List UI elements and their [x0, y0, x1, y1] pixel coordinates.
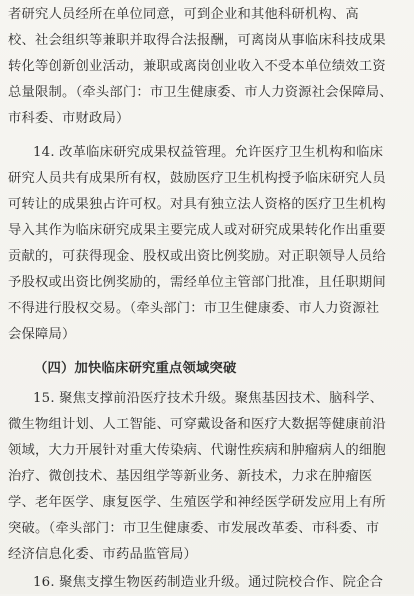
text-line: 市科委、市财政局）: [8, 111, 130, 126]
paragraph-14-heading: 14. 改革临床研究成果权益管理。允许医疗卫生机构和临床: [33, 145, 384, 160]
section-heading: （四）加快临床研究重点领域突破: [34, 361, 237, 376]
paragraph-15-heading: 15. 聚焦支撑前沿医疗技术升级。聚焦基因技术、脑科学、: [33, 391, 384, 406]
text-line: 会保障局）: [8, 327, 76, 342]
text-line: 可转让的成果独占许可权。对具有独立法人资格的医疗卫生机构: [8, 197, 386, 212]
text-line: 贡献的，可获得现金、股权或出资比例奖励。对正职领导人员给: [8, 249, 386, 264]
text-line: 微生物组计划、人工智能、可穿戴设备和医疗大数据等健康前沿: [8, 417, 386, 432]
text-line: 总量限制。（牵头部门：市卫生健康委、市人力资源社会保障局、: [8, 85, 393, 100]
text-line: 校、社会组织等兼职并取得合法报酬，可离岗从事临床科技成果: [8, 33, 386, 48]
text-line: 学、老年医学、康复医学、生殖医学和神经医学研发应用上有所: [8, 495, 386, 510]
text-line: 经济信息化委、市药品监管局）: [8, 547, 197, 562]
text-line: 不得进行股权交易。（牵头部门：市卫生健康委、市人力资源社: [8, 301, 380, 316]
text-line: 导入其作为临床研究成果主要完成人或对研究成果转化作出重要: [8, 223, 386, 238]
text-line: 研究人员共有成果所有权，鼓励医疗卫生机构授予临床研究人员: [8, 171, 386, 186]
text-line: 予股权或出资比例奖励的，需经单位主管部门批准，且任职期间: [8, 275, 386, 290]
text-line: 领域，大力开展针对重大传染病、代谢性疾病和肿瘤病人的细胞: [8, 443, 386, 458]
text-line: 突破。（牵头部门：市卫生健康委、市发展改革委、市科委、市: [8, 521, 380, 536]
text-line: 治疗、微创技术、基因组学等新业务、新技术，力求在肿瘤医: [8, 469, 373, 484]
text-line: 转化等创新创业活动，兼职或离岗创业收入不受本单位绩效工资: [8, 59, 386, 74]
text-line: 者研究人员经所在单位同意，可到企业和其他科研机构、高: [8, 7, 359, 22]
paragraph-16-heading: 16. 聚焦支撑生物医药制造业升级。通过院校合作、院企合: [33, 575, 384, 590]
